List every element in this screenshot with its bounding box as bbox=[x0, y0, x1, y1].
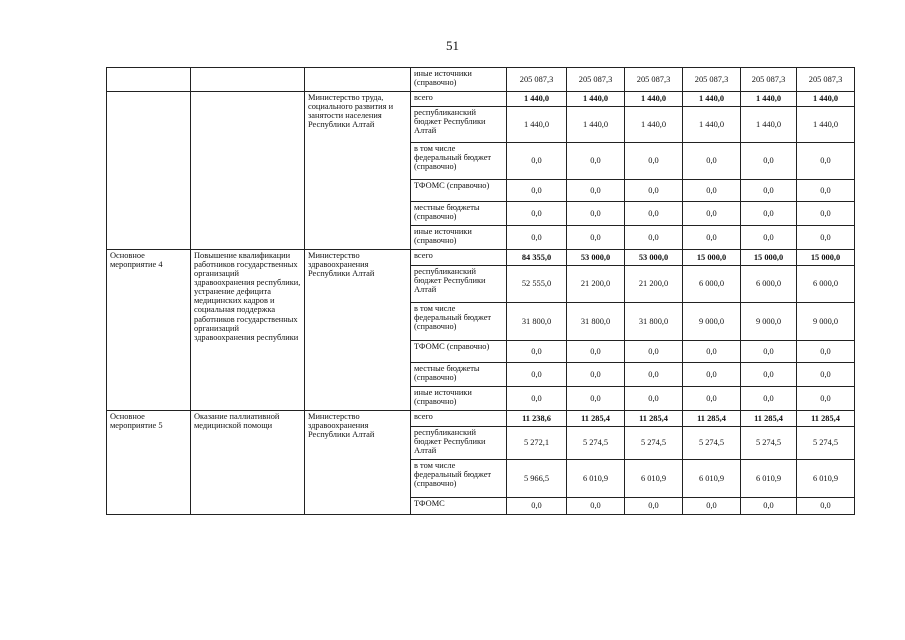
value-cell: 0,0 bbox=[507, 341, 567, 363]
value-cell: 11 285,4 bbox=[741, 411, 797, 427]
value-cell: 6 010,9 bbox=[683, 460, 741, 498]
source-cell: республиканский бюджет Республики Алтай bbox=[411, 266, 507, 303]
value-cell: 1 440,0 bbox=[683, 107, 741, 143]
value-cell: 0,0 bbox=[567, 180, 625, 202]
executor-cell: Министерство здравоохранения Республики Алтай bbox=[305, 250, 411, 411]
source-cell: всего bbox=[411, 411, 507, 427]
executor-cell: Министерство труда, социального развития и занятости населения Республики Алтай bbox=[305, 92, 411, 250]
value-cell: 5 274,5 bbox=[797, 427, 855, 460]
value-cell: 0,0 bbox=[741, 180, 797, 202]
source-cell: иные источники (справочно) bbox=[411, 68, 507, 92]
value-cell: 52 555,0 bbox=[507, 266, 567, 303]
page-number: 51 bbox=[446, 38, 459, 53]
value-cell: 0,0 bbox=[797, 226, 855, 250]
value-cell: 1 440,0 bbox=[625, 92, 683, 107]
value-cell: 0,0 bbox=[567, 341, 625, 363]
table-row bbox=[107, 92, 855, 107]
value-cell: 0,0 bbox=[567, 143, 625, 180]
value-cell: 205 087,3 bbox=[507, 68, 567, 92]
value-cell: 0,0 bbox=[797, 387, 855, 411]
value-cell: 0,0 bbox=[625, 363, 683, 387]
value-cell: 5 274,5 bbox=[683, 427, 741, 460]
value-cell: 5 274,5 bbox=[567, 427, 625, 460]
value-cell: 1 440,0 bbox=[625, 107, 683, 143]
value-cell: 205 087,3 bbox=[797, 68, 855, 92]
value-cell: 0,0 bbox=[507, 180, 567, 202]
description-cell bbox=[191, 92, 305, 250]
source-cell: всего bbox=[411, 250, 507, 266]
value-cell: 0,0 bbox=[625, 180, 683, 202]
budget-table bbox=[106, 67, 855, 515]
value-cell: 6 010,9 bbox=[567, 460, 625, 498]
source-cell: местные бюджеты (справочно) bbox=[411, 363, 507, 387]
source-cell: в том числе федеральный бюджет (справочно) bbox=[411, 143, 507, 180]
value-cell: 1 440,0 bbox=[741, 107, 797, 143]
value-cell: 0,0 bbox=[507, 498, 567, 515]
value-cell: 0,0 bbox=[625, 387, 683, 411]
source-cell: в том числе федеральный бюджет (справочно) bbox=[411, 303, 507, 341]
table-row bbox=[107, 411, 855, 427]
executor-cell bbox=[305, 68, 411, 92]
value-cell: 205 087,3 bbox=[683, 68, 741, 92]
value-cell: 0,0 bbox=[567, 202, 625, 226]
value-cell: 6 010,9 bbox=[797, 460, 855, 498]
value-cell: 9 000,0 bbox=[741, 303, 797, 341]
value-cell: 0,0 bbox=[567, 387, 625, 411]
description-cell: Оказание паллиативной медицинской помощи bbox=[191, 411, 305, 515]
value-cell: 0,0 bbox=[683, 341, 741, 363]
value-cell: 11 285,4 bbox=[567, 411, 625, 427]
table-row bbox=[107, 250, 855, 266]
source-cell: иные источники (справочно) bbox=[411, 226, 507, 250]
measure-cell bbox=[107, 68, 191, 92]
value-cell: 5 966,5 bbox=[507, 460, 567, 498]
measure-cell: Основное мероприятие 4 bbox=[107, 250, 191, 411]
value-cell: 31 800,0 bbox=[507, 303, 567, 341]
value-cell: 15 000,0 bbox=[683, 250, 741, 266]
value-cell: 53 000,0 bbox=[625, 250, 683, 266]
value-cell: 21 200,0 bbox=[567, 266, 625, 303]
value-cell: 11 285,4 bbox=[683, 411, 741, 427]
value-cell: 6 000,0 bbox=[797, 266, 855, 303]
value-cell: 0,0 bbox=[797, 341, 855, 363]
value-cell: 5 274,5 bbox=[741, 427, 797, 460]
value-cell: 0,0 bbox=[625, 202, 683, 226]
value-cell: 9 000,0 bbox=[797, 303, 855, 341]
value-cell: 0,0 bbox=[625, 341, 683, 363]
value-cell: 11 238,6 bbox=[507, 411, 567, 427]
description-cell bbox=[191, 68, 305, 92]
source-cell: республиканский бюджет Республики Алтай bbox=[411, 427, 507, 460]
source-cell: ТФОМС (справочно) bbox=[411, 341, 507, 363]
executor-cell: Министерство здравоохранения Республики Алтай bbox=[305, 411, 411, 515]
value-cell: 0,0 bbox=[625, 226, 683, 250]
table-row bbox=[107, 68, 855, 92]
value-cell: 0,0 bbox=[741, 363, 797, 387]
value-cell: 5 274,5 bbox=[625, 427, 683, 460]
value-cell: 21 200,0 bbox=[625, 266, 683, 303]
value-cell: 0,0 bbox=[797, 363, 855, 387]
value-cell: 15 000,0 bbox=[797, 250, 855, 266]
value-cell: 0,0 bbox=[797, 202, 855, 226]
value-cell: 1 440,0 bbox=[797, 107, 855, 143]
value-cell: 1 440,0 bbox=[797, 92, 855, 107]
value-cell: 0,0 bbox=[741, 387, 797, 411]
value-cell: 0,0 bbox=[741, 498, 797, 515]
value-cell: 11 285,4 bbox=[625, 411, 683, 427]
value-cell: 31 800,0 bbox=[625, 303, 683, 341]
value-cell: 6 000,0 bbox=[683, 266, 741, 303]
value-cell: 0,0 bbox=[683, 180, 741, 202]
value-cell: 0,0 bbox=[797, 180, 855, 202]
value-cell: 0,0 bbox=[741, 202, 797, 226]
value-cell: 0,0 bbox=[741, 226, 797, 250]
measure-cell bbox=[107, 92, 191, 250]
value-cell: 0,0 bbox=[507, 143, 567, 180]
value-cell: 1 440,0 bbox=[741, 92, 797, 107]
measure-cell: Основное мероприятие 5 bbox=[107, 411, 191, 515]
value-cell: 205 087,3 bbox=[567, 68, 625, 92]
value-cell: 11 285,4 bbox=[797, 411, 855, 427]
value-cell: 0,0 bbox=[683, 143, 741, 180]
source-cell: ТФОМС (справочно) bbox=[411, 180, 507, 202]
description-cell: Повышение квалификации работников государственных организаций здравоохранения республики, устранение дефицита медицинских кадров и социальная поддержка работников государственных организаций здравоохранения республики bbox=[191, 250, 305, 411]
value-cell: 1 440,0 bbox=[507, 107, 567, 143]
value-cell: 53 000,0 bbox=[567, 250, 625, 266]
value-cell: 0,0 bbox=[567, 226, 625, 250]
value-cell: 0,0 bbox=[683, 498, 741, 515]
value-cell: 0,0 bbox=[625, 143, 683, 180]
value-cell: 0,0 bbox=[741, 143, 797, 180]
value-cell: 0,0 bbox=[741, 341, 797, 363]
source-cell: в том числе федеральный бюджет (справочно) bbox=[411, 460, 507, 498]
value-cell: 9 000,0 bbox=[683, 303, 741, 341]
source-cell: всего bbox=[411, 92, 507, 107]
value-cell: 6 000,0 bbox=[741, 266, 797, 303]
value-cell: 0,0 bbox=[797, 498, 855, 515]
value-cell: 31 800,0 bbox=[567, 303, 625, 341]
value-cell: 0,0 bbox=[507, 202, 567, 226]
value-cell: 1 440,0 bbox=[567, 107, 625, 143]
value-cell: 84 355,0 bbox=[507, 250, 567, 266]
value-cell: 5 272,1 bbox=[507, 427, 567, 460]
value-cell: 1 440,0 bbox=[507, 92, 567, 107]
value-cell: 0,0 bbox=[625, 498, 683, 515]
value-cell: 6 010,9 bbox=[625, 460, 683, 498]
source-cell: иные источники (справочно) bbox=[411, 387, 507, 411]
value-cell: 205 087,3 bbox=[741, 68, 797, 92]
value-cell: 0,0 bbox=[507, 226, 567, 250]
source-cell: местные бюджеты (справочно) bbox=[411, 202, 507, 226]
value-cell: 0,0 bbox=[797, 143, 855, 180]
value-cell: 0,0 bbox=[683, 363, 741, 387]
value-cell: 205 087,3 bbox=[625, 68, 683, 92]
value-cell: 15 000,0 bbox=[741, 250, 797, 266]
value-cell: 6 010,9 bbox=[741, 460, 797, 498]
value-cell: 0,0 bbox=[683, 202, 741, 226]
value-cell: 0,0 bbox=[683, 226, 741, 250]
source-cell: ТФОМС bbox=[411, 498, 507, 515]
value-cell: 0,0 bbox=[507, 363, 567, 387]
value-cell: 0,0 bbox=[567, 498, 625, 515]
value-cell: 0,0 bbox=[507, 387, 567, 411]
source-cell: республиканский бюджет Республики Алтай bbox=[411, 107, 507, 143]
value-cell: 0,0 bbox=[683, 387, 741, 411]
value-cell: 1 440,0 bbox=[567, 92, 625, 107]
value-cell: 0,0 bbox=[567, 363, 625, 387]
value-cell: 1 440,0 bbox=[683, 92, 741, 107]
